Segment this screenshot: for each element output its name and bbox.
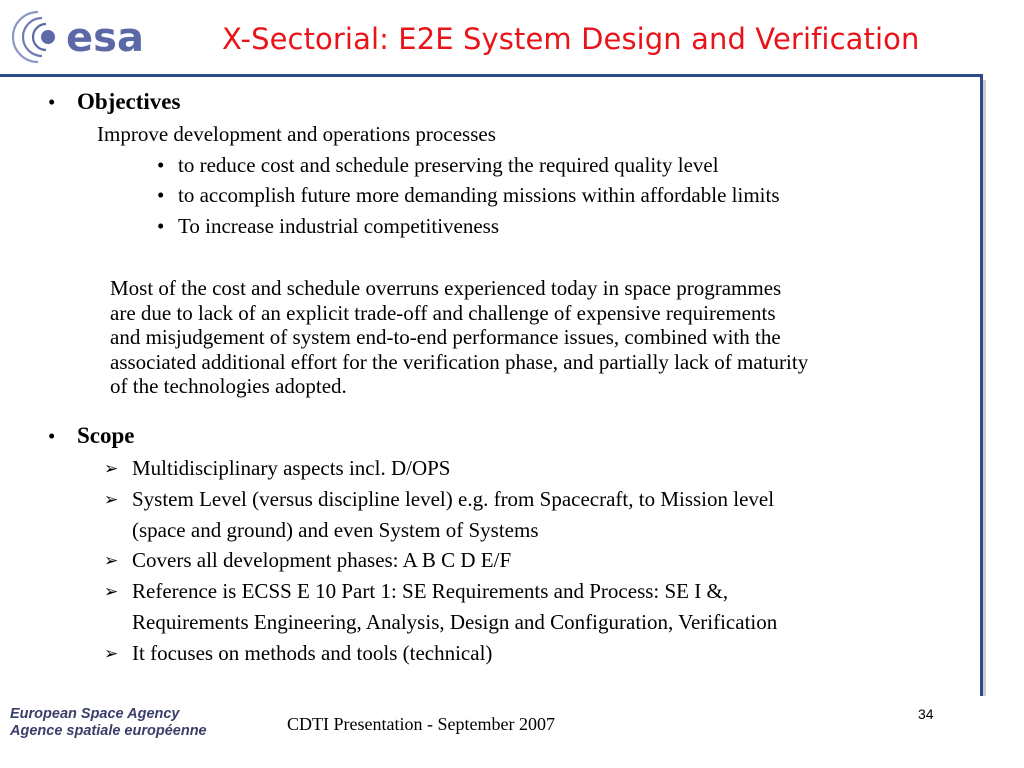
bullet-icon: • [157, 214, 165, 238]
arrow-bullet-icon: ➢ [104, 459, 119, 478]
scope-heading: Scope [77, 423, 135, 448]
arrow-bullet-icon: ➢ [104, 644, 119, 663]
paragraph-line: and misjudgement of system end-to-end performance issues, combined with the [110, 325, 781, 349]
objective-item: To increase industrial competitiveness [178, 214, 500, 238]
scope-item: It focuses on methods and tools (technical) [132, 641, 493, 665]
agency-name-fr: Agence spatiale européenne [10, 723, 207, 739]
paragraph-line: of the technologies adopted. [110, 374, 347, 398]
scope-item-continuation: (space and ground) and even System of Systems [132, 518, 539, 542]
paragraph-line: associated additional effort for the verification phase, and partially lack of maturity [110, 349, 809, 374]
objective-item: to reduce cost and schedule preserving the required quality level [178, 153, 719, 177]
paragraph-line: are due to lack of an explicit trade-off and challenge of expensive requirements [110, 300, 776, 325]
paragraph-line: Most of the cost and schedule overruns experienced today in space programmes [110, 276, 782, 300]
page-title: X-Sectorial: E2E System Design and Verification [222, 22, 920, 56]
arrow-bullet-icon: ➢ [104, 490, 119, 509]
footer-agency-logo [10, 706, 207, 740]
objectives-heading: Objectives [77, 89, 181, 114]
page-number: 34 [918, 706, 934, 722]
footer-presentation: CDTI Presentation - September 2007 [287, 714, 555, 734]
objective-item: to accomplish future more demanding missions within affordable limits [178, 183, 780, 207]
objectives-paragraph [110, 276, 970, 399]
arrow-bullet-icon: ➢ [104, 582, 119, 601]
scope-bullet-icon: • [48, 424, 56, 448]
bullet-icon: • [157, 183, 165, 207]
objectives-bullet-icon: • [48, 90, 56, 114]
esa-logo-text: esa [66, 15, 144, 61]
agency-name-en: European Space Agency [10, 706, 180, 722]
bullet-icon: • [157, 153, 165, 177]
scope-item: System Level (versus discipline level) e.g. from Spacecraft, to Mission level [132, 487, 775, 511]
scope-item: Multidisciplinary aspects incl. D/OPS [132, 456, 451, 480]
scope-item: Covers all development phases: A B C D E/F [132, 548, 512, 572]
frame-shadow [983, 80, 986, 696]
objectives-subheading: Improve development and operations processes [97, 122, 496, 146]
scope-item: Reference is ECSS E 10 Part 1: SE Requirements and Process: SE I &, [132, 579, 729, 603]
arrow-bullet-icon: ➢ [104, 551, 119, 570]
scope-item-continuation: Requirements Engineering, Analysis, Design and Configuration, Verification [132, 610, 778, 634]
